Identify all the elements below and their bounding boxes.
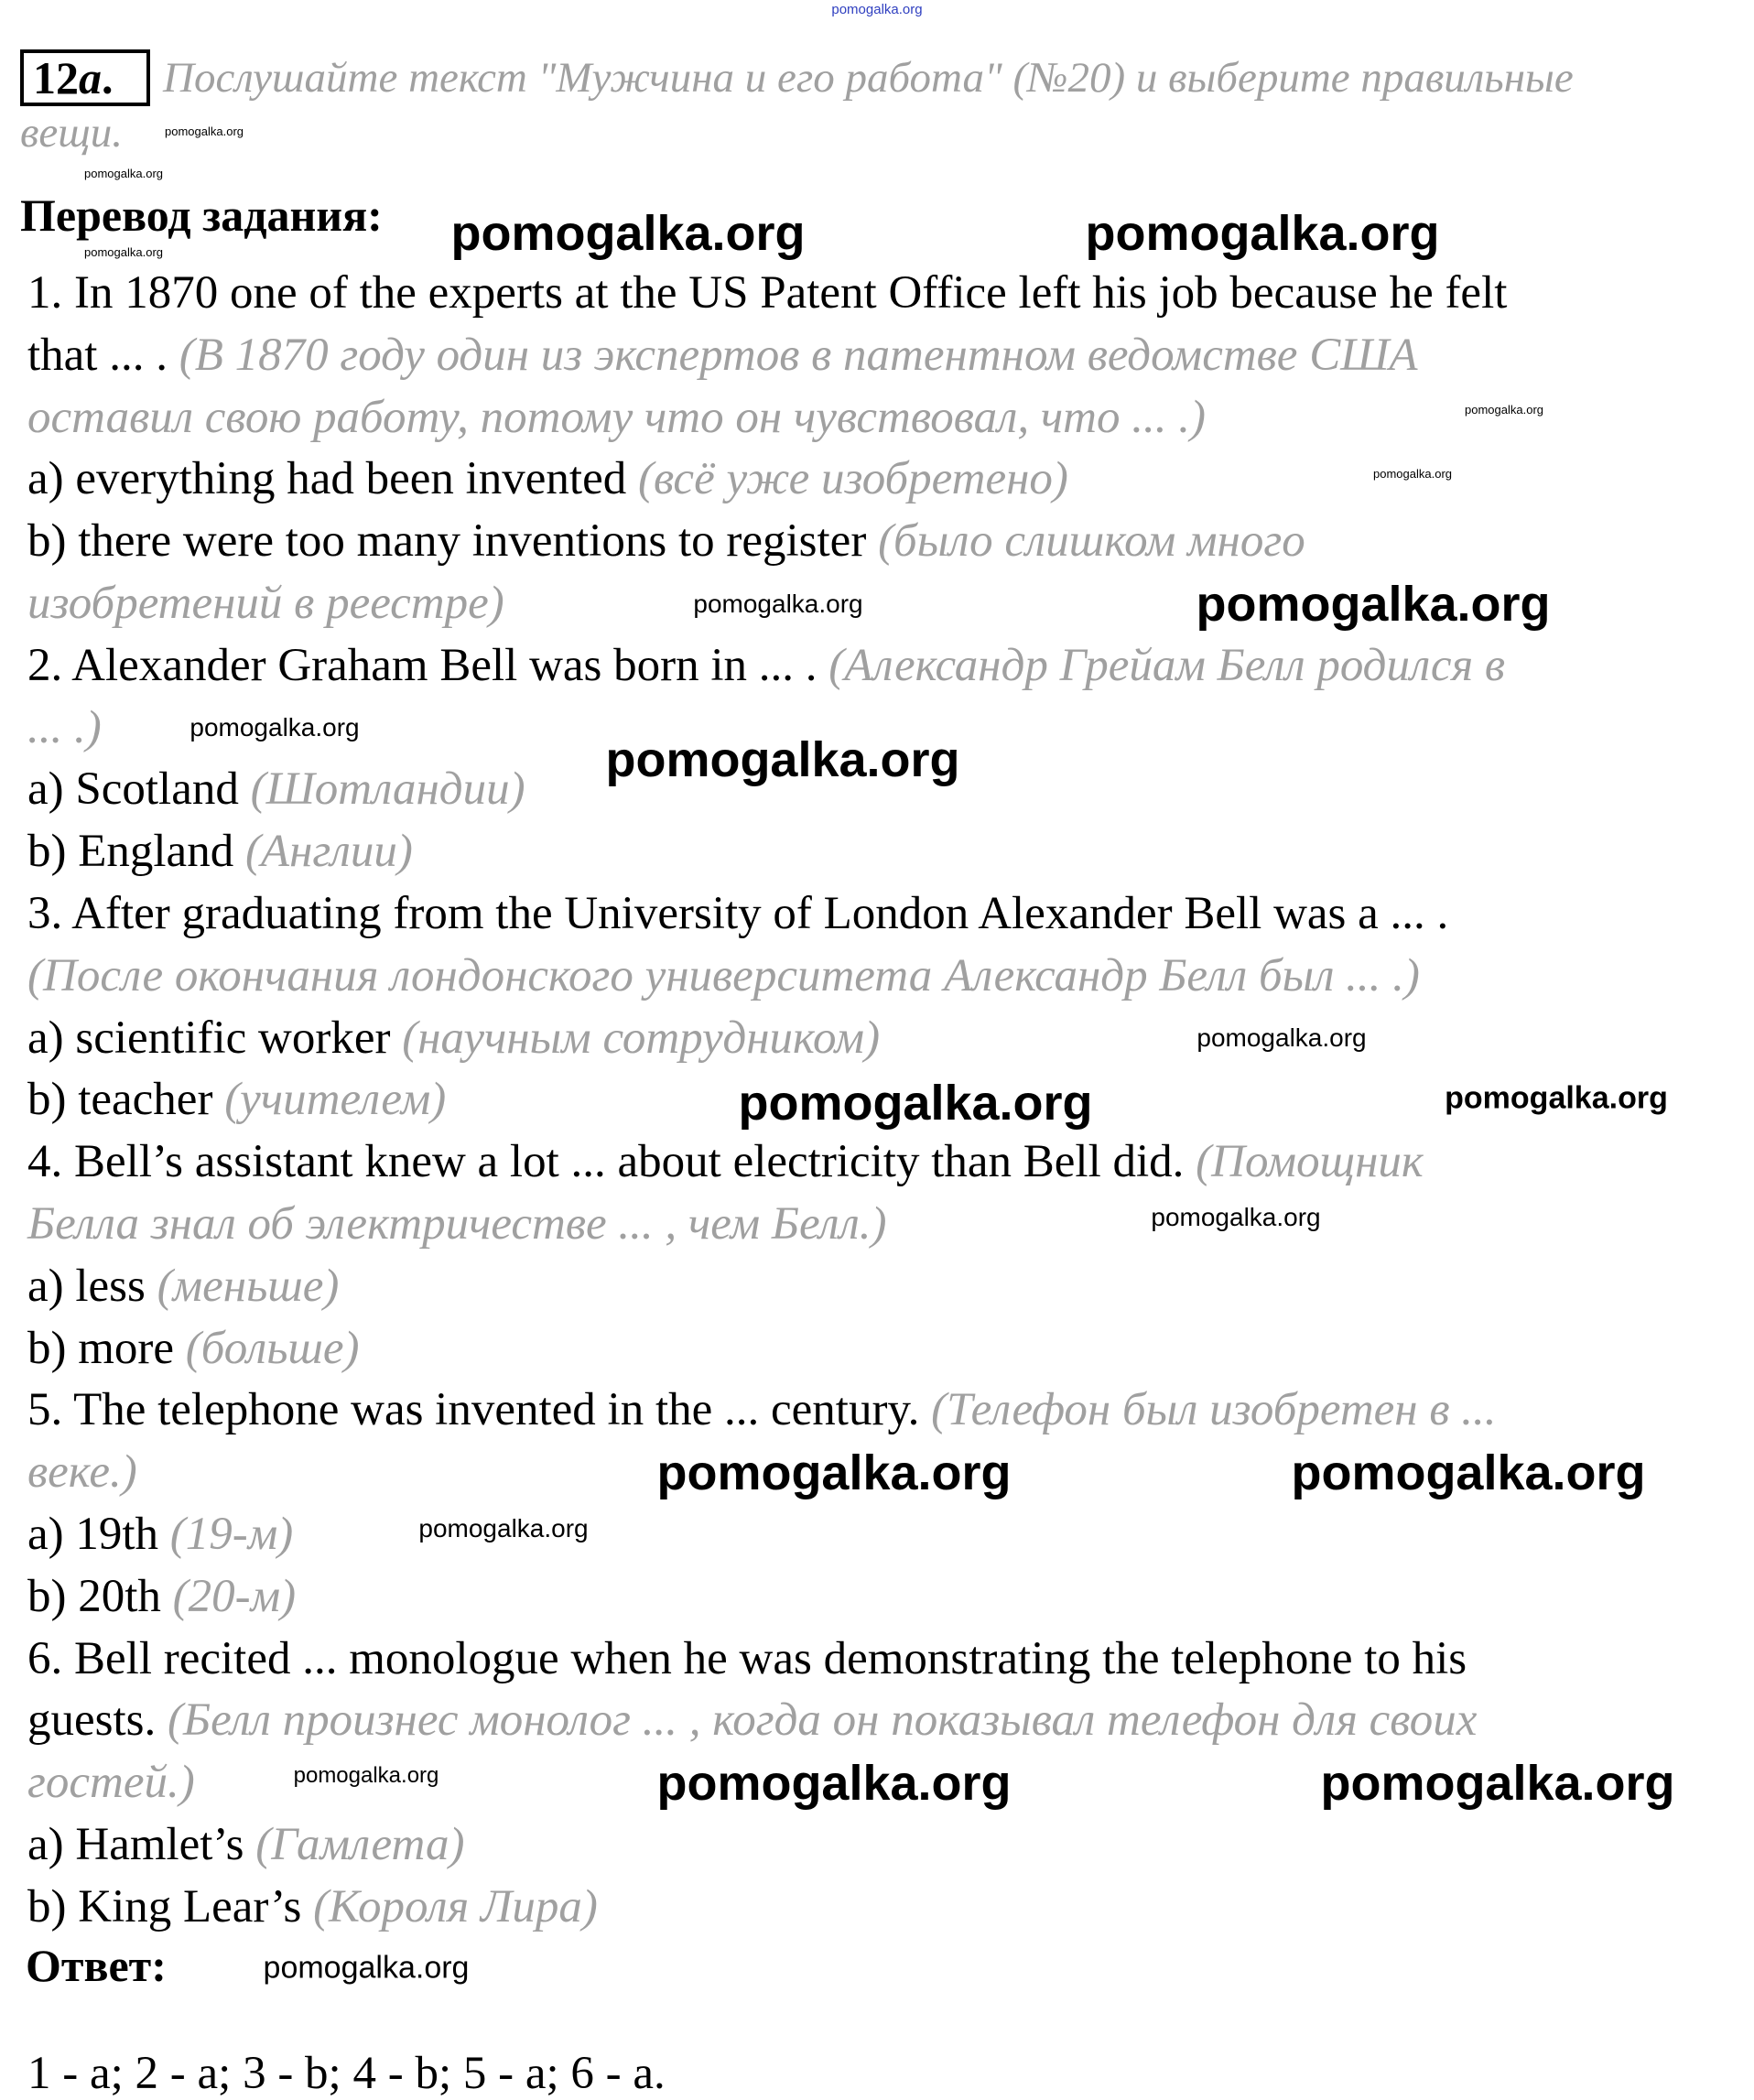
english-text: a) less — [27, 1260, 157, 1312]
task-number: 12 — [33, 52, 79, 103]
russian-translation: Белла знал об электричестве ... , чем Белл.) — [27, 1197, 887, 1250]
watermark: pomogalka.org — [605, 732, 960, 787]
english-text: 5. The telephone was invented in the ... century. — [27, 1384, 932, 1436]
watermark: pomogalka.org — [738, 1076, 1093, 1131]
watermark: pomogalka.org — [1085, 206, 1440, 261]
english-text: b) more — [27, 1322, 186, 1374]
english-text: 4. Bell’s assistant knew a lot ... about electricity than Bell did. — [27, 1136, 1196, 1188]
english-text: a) everything had been invented — [27, 453, 638, 505]
english-text: a) scientific worker — [27, 1012, 403, 1064]
watermark: pomogalka.org — [1151, 1203, 1321, 1231]
russian-translation: (20-м) — [172, 1570, 297, 1622]
task-instruction-line1: Послушайте текст "Мужчина и его работа" (№20) и выберите правильные — [163, 54, 1574, 102]
exercise-line — [27, 1690, 1507, 1752]
english-text: 3. After graduating from the University of London Alexander Bell was a ... . — [27, 887, 1449, 939]
top-watermark-link[interactable]: pomogalka.org — [831, 2, 923, 17]
exercise-line — [27, 1318, 1507, 1380]
watermark: pomogalka.org — [656, 1445, 1012, 1500]
task-letter: a — [79, 52, 102, 103]
exercise-line — [27, 1629, 1507, 1691]
exercise-line — [27, 635, 1507, 698]
watermark: pomogalka.org — [293, 1763, 439, 1788]
watermark: pomogalka.org — [656, 1756, 1012, 1811]
exercise-line — [27, 387, 1507, 449]
english-text: b) 20th — [27, 1570, 173, 1622]
russian-translation: ... .) — [27, 701, 102, 753]
russian-translation: (В 1870 году один из экспертов в патентном ведомстве США — [179, 329, 1418, 381]
exercise-line — [27, 883, 1507, 946]
english-text: a) 19th — [27, 1508, 170, 1560]
russian-translation: (19-м) — [169, 1508, 294, 1560]
watermark: pomogalka.org — [1196, 1023, 1367, 1052]
russian-translation: (меньше) — [157, 1260, 340, 1312]
exercise-line — [27, 1256, 1507, 1318]
russian-translation: (Англии) — [244, 826, 413, 878]
russian-translation: (Белл произнес монолог ... , когда он показывал телефон для своих — [168, 1694, 1478, 1747]
answer-text: 1 - a; 2 - a; 3 - b; 4 - b; 5 - a; 6 - a. — [27, 2048, 666, 2099]
russian-translation: изобретений в реестре) — [27, 577, 504, 629]
exercise-line — [27, 1504, 1507, 1566]
exercise-line — [27, 946, 1507, 1008]
exercise-line — [27, 1380, 1507, 1442]
russian-translation: (Александр Грейам Белл родился в — [828, 639, 1506, 691]
watermark: pomogalka.org — [263, 1950, 470, 1986]
english-text: a) Scotland — [27, 763, 251, 816]
russian-translation: (учителем) — [224, 1074, 447, 1126]
russian-translation: гостей.) — [27, 1757, 195, 1809]
watermark: pomogalka.org — [450, 206, 806, 261]
russian-translation: (больше) — [185, 1322, 360, 1374]
watermark: pomogalka.org — [418, 1514, 589, 1543]
english-text: that ... . — [27, 329, 179, 381]
answer-heading: Ответ: — [26, 1940, 167, 1991]
watermark: pomogalka.org — [693, 590, 863, 618]
russian-translation: (Телефон был изобретен в ... — [931, 1384, 1497, 1436]
exercise-line — [27, 511, 1507, 573]
english-text: a) Hamlet’s — [27, 1818, 256, 1870]
russian-translation: (Короля Лира) — [313, 1880, 598, 1932]
russian-translation: оставил свою работу, потому что он чувствовал, что ... .) — [27, 391, 1206, 443]
watermark: pomogalka.org — [84, 245, 163, 259]
english-text: b) England — [27, 826, 245, 878]
russian-translation: (всё уже изобретено) — [637, 453, 1068, 505]
russian-translation: (Помощник — [1196, 1136, 1424, 1188]
watermark: pomogalka.org — [84, 167, 163, 180]
exercise-line — [27, 449, 1507, 511]
russian-translation: (Гамлета) — [255, 1818, 465, 1870]
english-text: guests. — [27, 1694, 168, 1747]
task-instruction-line2: вещи. — [20, 109, 123, 157]
english-text: 6. Bell recited ... monologue when he was demonstrating the telephone to his — [27, 1632, 1467, 1684]
exercise-line — [27, 821, 1507, 883]
exercise-line — [27, 1814, 1507, 1877]
english-text: 2. Alexander Graham Bell was born in ... . — [27, 639, 829, 691]
russian-translation: (Шотландии) — [250, 763, 525, 816]
task-number-box — [20, 49, 150, 106]
watermark: pomogalka.org — [189, 713, 360, 741]
russian-translation: (После окончания лондонского университета Александр Белл был ... .) — [27, 949, 1420, 1001]
watermark: pomogalka.org — [1196, 577, 1551, 632]
exercise-line — [27, 1131, 1507, 1194]
watermark: pomogalka.org — [1465, 403, 1543, 417]
exercise-line — [27, 263, 1507, 325]
exercise-line — [27, 1566, 1507, 1629]
english-text: b) King Lear’s — [27, 1880, 314, 1932]
exercise-line — [27, 325, 1507, 387]
english-text: b) there were too many inventions to register — [27, 515, 879, 568]
watermark: pomogalka.org — [1320, 1756, 1675, 1811]
watermark: pomogalka.org — [165, 124, 244, 138]
russian-translation: веке.) — [27, 1446, 137, 1499]
russian-translation: (было слишком много — [878, 515, 1305, 568]
translation-heading: Перевод задания: — [20, 189, 383, 241]
watermark: pomogalka.org — [1291, 1445, 1646, 1500]
watermark: pomogalka.org — [1373, 467, 1452, 481]
task-dot: . — [102, 52, 114, 103]
english-text: b) teacher — [27, 1074, 225, 1126]
exercise-line — [27, 1877, 1507, 1939]
english-text: 1. In 1870 one of the experts at the US Patent Office left his job because he felt — [27, 267, 1508, 319]
watermark: pomogalka.org — [1445, 1080, 1668, 1116]
russian-translation: (научным сотрудником) — [402, 1012, 881, 1064]
